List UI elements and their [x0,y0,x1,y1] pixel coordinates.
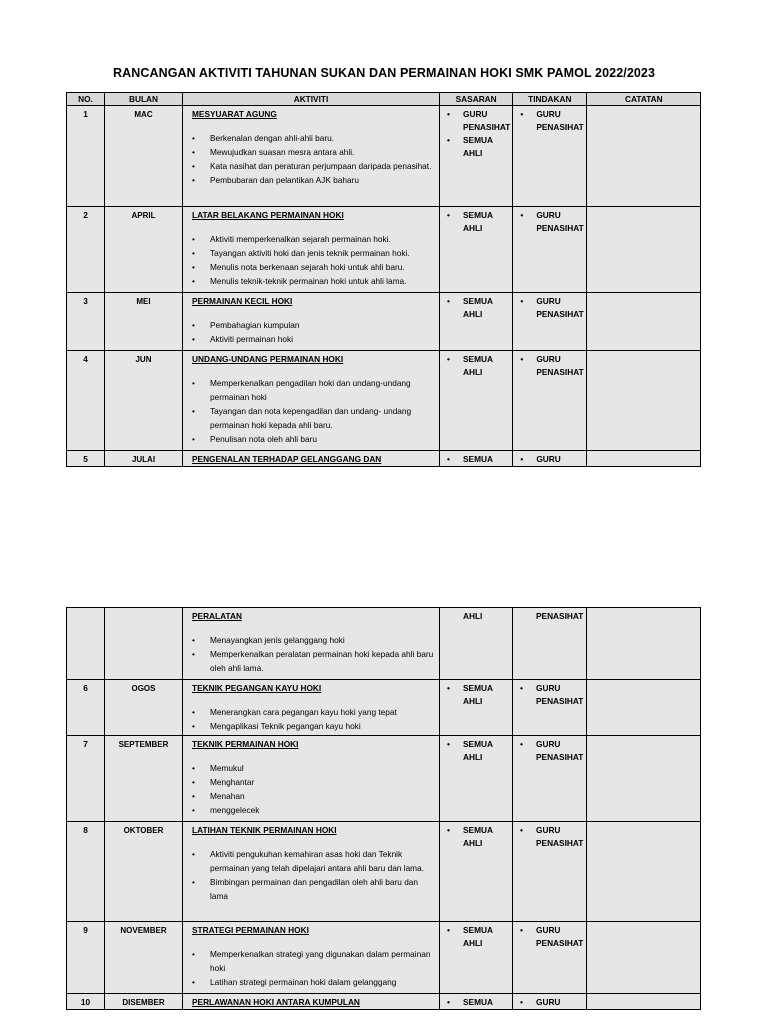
header-catatan: CATATAN [587,93,701,106]
activity-item: • Menulis nota berkenaan sejarah hoki untuk ahli baru. [192,260,435,274]
activity-title: MESYUARAT AGUNG [192,109,277,119]
header-aktiviti: AKTIVITI [183,93,440,106]
activity-title: TEKNIK PERMAINAN HOKI [192,739,299,749]
row-month [105,608,183,680]
row-number: 2 [67,207,105,293]
table-header-row [67,93,701,106]
tindakan-list [513,351,586,379]
activity-table-part-1 [66,92,701,467]
activity-item: • Aktiviti memperkenalkan sejarah permainan hoki. [192,232,435,246]
document-title: RANCANGAN AKTIVITI TAHUNAN SUKAN DAN PERMAINAN HOKI SMK PAMOL 2022/2023 [112,66,656,80]
row-catatan [587,922,701,994]
table-row [67,922,701,994]
activity-item: • Pembubaran dan pelantikan AJK baharu [192,173,435,187]
sasaran-item: • GURU PENASIHAT [447,108,510,134]
row-activity [183,106,440,207]
sasaran-item: • SEMUA AHLI [447,353,510,379]
activity-item: • Menghantar [192,775,435,789]
row-tindakan [513,994,587,1010]
tindakan-item: • GURU PENASIHAT [520,209,584,235]
row-month: DISEMBER [105,994,183,1010]
row-catatan [587,106,701,207]
sasaran-item: • SEMUA AHLI [447,924,510,950]
activity-title: PERLAWANAN HOKI ANTARA KUMPULAN [192,997,360,1007]
activity-item: • Kata nasihat dan peraturan perjumpaan daripada penasihat. [192,159,435,173]
activity-list [183,761,439,817]
activity-item: • Latihan strategi permainan hoki dalam gelanggang [192,975,435,989]
row-tindakan [513,351,587,451]
row-sasaran [440,822,513,922]
row-activity [183,680,440,736]
activity-title: UNDANG-UNDANG PERMAINAN HOKI [192,354,344,364]
row-number: 4 [67,351,105,451]
sasaran-list [440,207,512,235]
row-tindakan [513,680,587,736]
tindakan-list [513,822,586,850]
row-catatan [587,822,701,922]
row-number: 7 [67,736,105,822]
activity-item: • Mengaplikasi Teknik pegangan kayu hoki [192,719,435,733]
sasaran-list [440,351,512,379]
activity-table-part-2 [66,607,701,1010]
activity-list [183,131,439,187]
row-activity [183,994,440,1010]
activity-item: • Memukul [192,761,435,775]
activity-list [183,947,439,989]
tindakan-item: • GURU PENASIHAT [520,295,584,321]
row-activity [183,922,440,994]
tindakan-list [513,680,586,708]
tindakan-list [513,293,586,321]
tindakan-item: • GURU PENASIHAT [520,682,584,708]
activity-item: • Menayangkan jenis gelanggang hoki [192,633,435,647]
activity-title: LATIHAN TEKNIK PERMAINAN HOKI [192,825,337,835]
activity-item: • Penulisan nota oleh ahli baru [192,432,435,446]
sasaran-continued: AHLI [463,611,483,621]
activity-item: • Tayangan aktiviti hoki dan jenis teknik permainan hoki. [192,246,435,260]
activity-title: PERMAINAN KECIL HOKI [192,296,293,306]
row-activity [183,736,440,822]
row-number: 10 [67,994,105,1010]
row-catatan [587,451,701,467]
header-tindakan: TINDAKAN [513,93,587,106]
row-tindakan [513,922,587,994]
row-month: JUN [105,351,183,451]
activity-item: • Mewujudkan suasan mesra antara ahli. [192,145,435,159]
activity-title: LATAR BELAKANG PERMAINAN HOKI [192,210,344,220]
tindakan-item: • GURU [520,996,584,1009]
activity-item: • Aktiviti permainan hoki [192,332,435,346]
row-number: 6 [67,680,105,736]
row-activity [183,608,440,680]
sasaran-item: • SEMUA AHLI [447,209,510,235]
activity-title: PERALATAN [192,611,242,621]
sasaran-item: • SEMUA [447,453,510,466]
activity-list [183,318,439,346]
activity-item: • Pembahagian kumpulan [192,318,435,332]
row-tindakan [513,293,587,351]
row-month: MAC [105,106,183,207]
sasaran-list [440,293,512,321]
row-number: 1 [67,106,105,207]
activity-list [183,633,439,675]
activity-list [183,705,439,733]
row-activity [183,207,440,293]
tindakan-list [513,207,586,235]
row-catatan [587,680,701,736]
row-sasaran [440,736,513,822]
row-catatan [587,994,701,1010]
activity-item: • Menahan [192,789,435,803]
activity-item: • Memperkenalkan pengadilan hoki dan undang-undang permainan hoki [192,376,435,404]
sasaran-list [440,994,512,1009]
table-row [67,351,701,451]
activity-item: • Aktiviti pengukuhan kemahiran asas hoki dan Teknik permainan yang telah dipelajari antara ahli baru dan lama. [192,847,435,875]
activity-list [183,232,439,288]
activity-item: • Memperkenalkan strategi yang digunakan dalam permainan hoki [192,947,435,975]
row-activity [183,451,440,467]
activity-item: • Berkenalan dengan ahli-ahli baru. [192,131,435,145]
row-sasaran [440,994,513,1010]
row-month: JULAI [105,451,183,467]
sasaran-list [440,922,512,950]
row-sasaran [440,608,513,680]
table-row [67,451,701,467]
row-month: MEI [105,293,183,351]
row-number: 3 [67,293,105,351]
tindakan-continued: PENASIHAT [536,611,584,621]
sasaran-list [440,680,512,708]
header-no: NO. [67,93,105,106]
sasaran-list [440,736,512,764]
row-month: APRIL [105,207,183,293]
tindakan-item: • GURU PENASIHAT [520,924,584,950]
row-catatan [587,207,701,293]
activity-list [183,376,439,446]
table-row [67,822,701,922]
table-row [67,994,701,1010]
sasaran-list [440,822,512,850]
row-catatan [587,608,701,680]
sasaran-item: • SEMUA AHLI [447,738,510,764]
tindakan-item: • GURU PENASIHAT [520,738,584,764]
row-sasaran [440,451,513,467]
row-number: 5 [67,451,105,467]
activity-title: TEKNIK PEGANGAN KAYU HOKI [192,683,322,693]
tindakan-item: • GURU [520,453,584,466]
row-tindakan [513,822,587,922]
row-month: SEPTEMBER [105,736,183,822]
activity-list [183,847,439,903]
activity-item: • Menerangkan cara pegangan kayu hoki yang tepat [192,705,435,719]
row-tindakan [513,736,587,822]
row-sasaran [440,293,513,351]
sasaran-item: • SEMUA AHLI [447,295,510,321]
table-row [67,608,701,680]
sasaran-item: • SEMUA AHLI [447,134,510,160]
row-tindakan [513,451,587,467]
row-catatan [587,293,701,351]
activity-item: • Memperkenalkan peralatan permainan hoki kepada ahli baru oleh ahli lama. [192,647,435,675]
row-activity [183,351,440,451]
row-number: 9 [67,922,105,994]
row-tindakan [513,608,587,680]
sasaran-list [440,106,512,160]
row-catatan [587,736,701,822]
sasaran-item: • SEMUA [447,996,510,1009]
row-sasaran [440,680,513,736]
sasaran-item: • SEMUA AHLI [447,824,510,850]
activity-item: • menggelecek [192,803,435,817]
row-tindakan [513,106,587,207]
tindakan-list [513,106,586,134]
activity-title: PENGENALAN TERHADAP GELANGGANG DAN [192,454,382,464]
header-sasaran: SASARAN [440,93,513,106]
activity-item: • Bimbingan permainan dan pengadilan oleh ahli baru dan lama [192,875,435,903]
row-sasaran [440,207,513,293]
table-row [67,106,701,207]
row-sasaran [440,351,513,451]
sasaran-item: • SEMUA AHLI [447,682,510,708]
tindakan-item: • GURU PENASIHAT [520,824,584,850]
row-month: OKTOBER [105,822,183,922]
row-activity [183,293,440,351]
activity-item: • Tayangan dan nota kepengadilan dan undang- undang permainan hoki kepada ahli baru. [192,404,435,432]
tindakan-list [513,994,586,1009]
row-sasaran [440,922,513,994]
tindakan-list [513,736,586,764]
table-row [67,680,701,736]
tindakan-item: • GURU PENASIHAT [520,108,584,134]
table-row [67,207,701,293]
table-row [67,736,701,822]
tindakan-item: • GURU PENASIHAT [520,353,584,379]
row-tindakan [513,207,587,293]
table-row [67,293,701,351]
row-month: NOVEMBER [105,922,183,994]
tindakan-list [513,922,586,950]
row-catatan [587,351,701,451]
row-number: 8 [67,822,105,922]
row-number [67,608,105,680]
row-sasaran [440,106,513,207]
activity-title: STRATEGI PERMAINAN HOKI [192,925,309,935]
row-activity [183,822,440,922]
header-bulan: BULAN [105,93,183,106]
tindakan-list [513,451,586,466]
row-month: OGOS [105,680,183,736]
sasaran-list [440,451,512,466]
activity-item: • Menulis teknik-teknik permainan hoki untuk ahli lama. [192,274,435,288]
